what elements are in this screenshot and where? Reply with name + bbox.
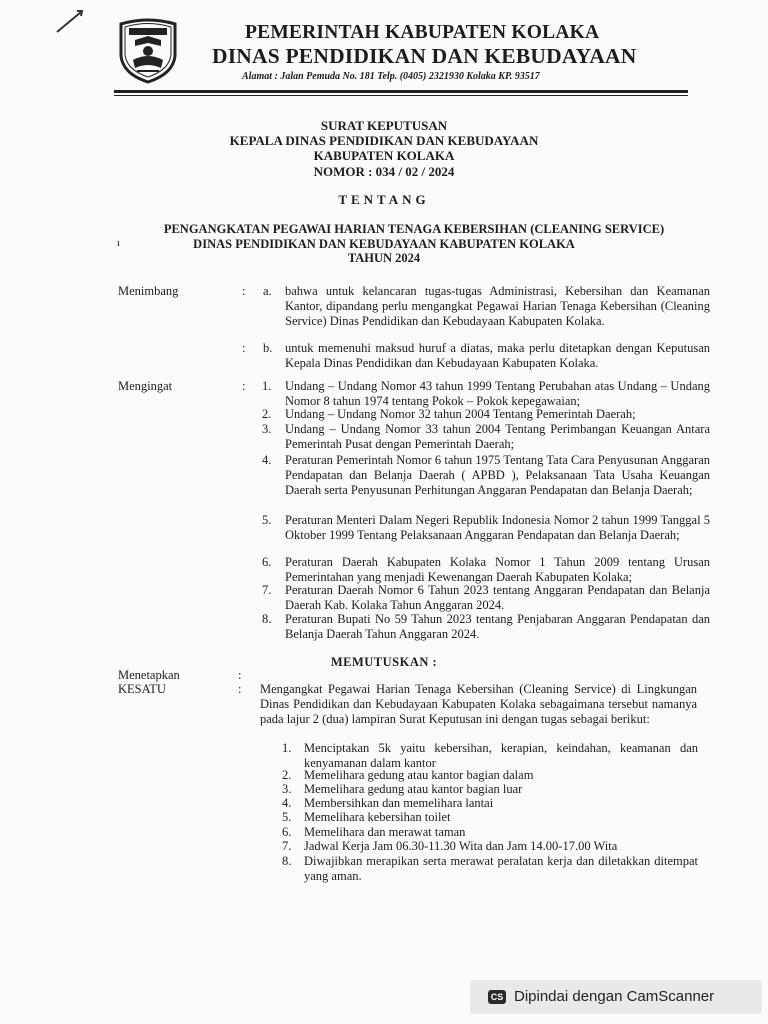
colon: : [242, 379, 246, 393]
mengingat-label: Mengingat [118, 379, 173, 393]
pen-mark-icon [55, 8, 85, 34]
list-marker: 5. [282, 810, 292, 824]
letterhead-rule-thick [114, 90, 688, 93]
colon: : [242, 341, 246, 355]
list-marker: 3. [282, 782, 292, 796]
task-item: Diwajibkan merapikan serta merawat peralatan kerja dan diletakkan ditempat yang aman. [304, 854, 698, 883]
list-marker: 4. [282, 796, 292, 810]
list-marker: a. [263, 284, 272, 298]
letterhead-address: Alamat : Jalan Pemuda No. 181 Telp. (0405) 2321930 Kolaka KP. 93517 [242, 71, 540, 82]
margin-mark: ı [117, 238, 120, 249]
mengingat-item: Undang – Undang Nomor 33 tahun 2004 Tentang Perimbangan Keuangan Antara Pemerintah Pusat dengan Pemerintah Daerah; [285, 422, 710, 451]
camscanner-icon: CS [488, 990, 506, 1004]
task-item: Memelihara dan merawat taman [304, 825, 466, 839]
mengingat-item: Peraturan Menteri Dalam Negeri Republik Indonesia Nomor 2 tahun 1999 Tanggal 5 Oktober 1999 Tentang Pelaksanaan Anggaran Pendapatan dan Belanja Daerah; [285, 513, 710, 542]
memutuskan-heading: MEMUTUSKAN : [330, 655, 438, 669]
subject-line-3: TAHUN 2024 [347, 251, 421, 265]
task-item: Memelihara gedung atau kantor bagian dalam [304, 768, 534, 782]
list-marker: 3. [262, 422, 272, 436]
menimbang-label: Menimbang [118, 284, 179, 298]
subject-line-1: PENGANGKATAN PEGAWAI HARIAN TENAGA KEBERSIHAN (CLEANING SERVICE) [163, 222, 665, 236]
kesatu-intro: Mengangkat Pegawai Harian Tenaga Kebersihan (Cleaning Service) di Lingkungan Dinas Pendidikan dan Kebudayaan Kabupaten Kolaka sebagaimana tersebut namanya pada lajur 2 (dua) lampiran Surat Keputusan ini dengan tugas sebagai berikut: [260, 682, 697, 726]
list-marker: 7. [262, 583, 272, 597]
list-marker: 6. [262, 555, 272, 569]
list-marker: 8. [282, 854, 292, 868]
kolaka-emblem-icon [115, 16, 181, 84]
list-marker: 2. [262, 407, 272, 421]
task-item: Memelihara gedung atau kantor bagian luar [304, 782, 523, 796]
list-marker: b. [263, 341, 273, 355]
mengingat-item: Undang – Undang Nomor 32 tahun 2004 Tentang Pemerintah Daerah; [285, 407, 636, 421]
colon: : [238, 668, 242, 682]
decree-issuer: KEPALA DINAS PENDIDIKAN DAN KEBUDAYAAN [229, 133, 539, 148]
task-item: Jadwal Kerja Jam 06.30-11.30 Wita dan Jam 14.00-17.00 Wita [304, 839, 618, 853]
kesatu-label: KESATU [118, 682, 166, 696]
task-item: Menciptakan 5k yaitu kebersihan, kerapian, keindahan, keamanan dan kenyamanan dalam kantor [304, 741, 698, 770]
camscanner-label: Dipindai dengan CamScanner [514, 988, 715, 1005]
list-marker: 5. [262, 513, 272, 527]
colon: : [238, 682, 242, 696]
letterhead-rule-thin [114, 95, 688, 96]
list-marker: 1. [262, 379, 272, 393]
menimbang-item-a: bahwa untuk kelancaran tugas-tugas Administrasi, Kebersihan dan Keamanan Kantor, dipandang perlu mengangkat Pegawai Harian Tenaga Kebersihan (Cleaning Service) Dinas Pendidikan dan Kebudayaan Kabupaten Kolaka. [285, 284, 710, 328]
decree-region: KABUPATEN KOLAKA [313, 148, 455, 163]
mengingat-item: Peraturan Bupati No 59 Tahun 2023 tentang Penjabaran Anggaran Pendapatan dan Belanja Daerah Tahun Anggaran 2024. [285, 612, 710, 641]
decree-title: SURAT KEPUTUSAN [320, 118, 448, 133]
task-item: Memelihara kebersihan toilet [304, 810, 451, 824]
letterhead-department: DINAS PENDIDIKAN DAN KEBUDAYAAN [212, 44, 637, 68]
list-marker: 4. [262, 453, 272, 467]
menimbang-item-b: untuk memenuhi maksud huruf a diatas, maka perlu ditetapkan dengan Keputusan Kepala Dinas Pendidikan dan Kebudayaan Kabupaten Kolaka. [285, 341, 710, 370]
list-marker: 6. [282, 825, 292, 839]
tentang-heading: TENTANG [338, 192, 430, 207]
mengingat-item: Undang – Undang Nomor 43 tahun 1999 Tentang Perubahan atas Undang – Undang Nomor 8 tahun 1974 tentang Pokok – Pokok kepegawaian; [285, 379, 710, 408]
list-marker: 2. [282, 768, 292, 782]
letterhead-government: PEMERINTAH KABUPATEN KOLAKA [245, 22, 600, 43]
subject-line-2: DINAS PENDIDIKAN DAN KEBUDAYAAN KABUPATEN KOLAKA [193, 237, 575, 251]
mengingat-item: Peraturan Daerah Nomor 6 Tahun 2023 tentang Anggaran Pendapatan dan Belanja Daerah Kab. Kolaka Tahun Anggaran 2024. [285, 583, 710, 612]
task-item: Membersihkan dan memelihara lantai [304, 796, 494, 810]
list-marker: 7. [282, 839, 292, 853]
decree-number: NOMOR : 034 / 02 / 2024 [313, 164, 455, 179]
menetapkan-label: Menetapkan [118, 668, 180, 682]
colon: : [242, 284, 246, 298]
list-marker: 1. [282, 741, 292, 755]
mengingat-item: Peraturan Daerah Kabupaten Kolaka Nomor 1 Tahun 2009 tentang Urusan Pemerintahan yang menjadi Kewenangan Daerah Kabupaten Kolaka; [285, 555, 710, 584]
mengingat-item: Peraturan Pemerintah Nomor 6 tahun 1975 Tentang Tata Cara Penyusunan Anggaran Pendapatan dan Belanja Daerah ( APBD ), Pelaksanaan Tata Usaha Keuangan Daerah serta Penyusunan Perhitungan Anggaran Pendapatan dan Belanja Daerah; [285, 453, 710, 497]
list-marker: 8. [262, 612, 272, 626]
